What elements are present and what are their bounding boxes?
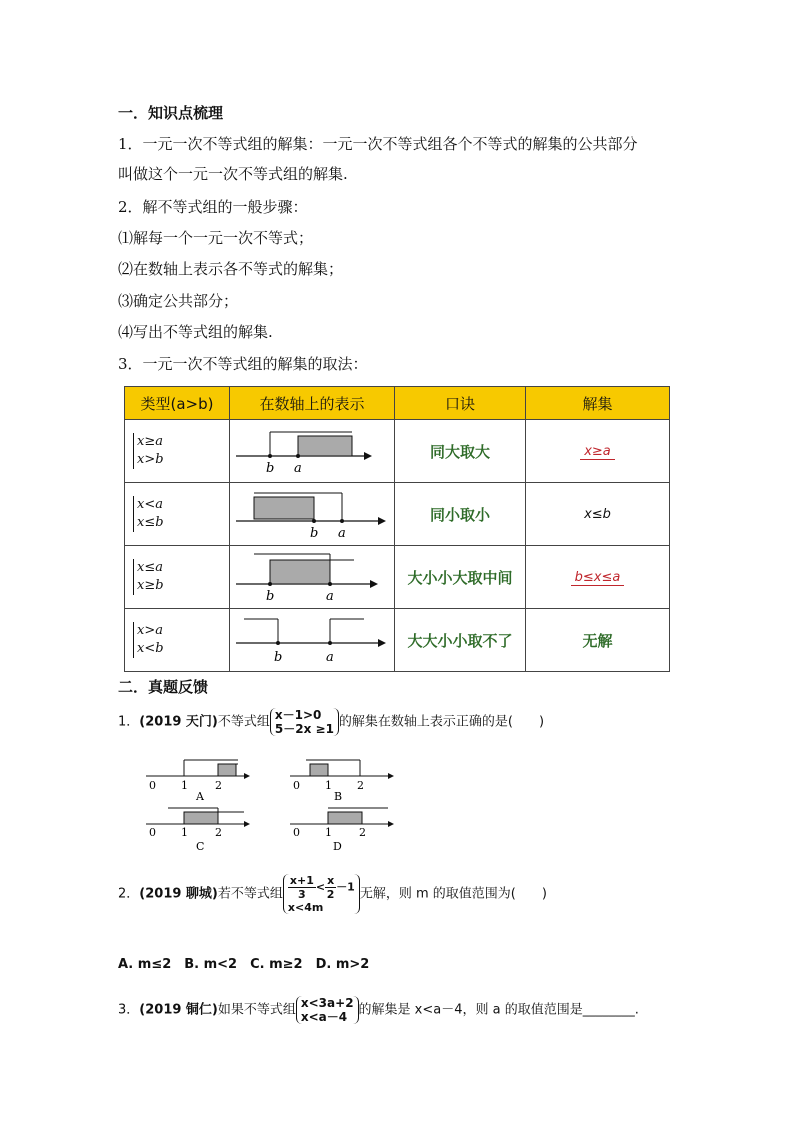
rule-text: 同小取小 xyxy=(395,483,526,546)
tick-1: 1 xyxy=(181,779,188,792)
inequality-2: x>b xyxy=(137,452,164,467)
tick-label-a: a xyxy=(326,589,334,604)
inequality-system xyxy=(283,874,360,914)
header-solution: 解集 xyxy=(526,387,670,420)
header-number-line: 在数轴上的表示 xyxy=(230,387,395,420)
step-3: ⑶确定公共部分； xyxy=(118,292,239,310)
fraction-numerator: x xyxy=(327,874,335,887)
paragraph-2: 2．解不等式组的一般步骤： xyxy=(118,198,308,216)
number-line-diagram xyxy=(230,546,394,604)
question-1 xyxy=(118,708,544,736)
tick-label-a: a xyxy=(294,461,302,476)
paragraph-1-line-1: 1．一元一次不等式组的解集：一元一次不等式组各个不等式的解集的公共部分 xyxy=(118,135,638,153)
tick-2: 2 xyxy=(359,826,366,839)
number-line-cell xyxy=(230,546,395,609)
question-source: (2019 铜仁) xyxy=(139,1002,218,1018)
inequality-1: x<a xyxy=(137,497,163,512)
option-d-number-line xyxy=(290,808,394,853)
inequality-2: 5－2x ≥1 xyxy=(274,722,334,736)
inequality-system xyxy=(296,996,359,1024)
option-label-b: B xyxy=(334,790,343,803)
q1-options-diagram xyxy=(140,756,400,856)
inequality-system xyxy=(270,708,339,736)
number-line-cell xyxy=(230,609,395,672)
question-2-choices: A. m≤2 B. m<2 C. m≥2 D. m>2 xyxy=(118,957,370,972)
option-a-number-line xyxy=(146,760,250,803)
solution-cell xyxy=(526,483,670,546)
fraction-numerator: x+1 xyxy=(289,874,314,887)
option-label-a: A xyxy=(196,790,204,803)
fraction-denominator: 2 xyxy=(326,888,335,901)
tick-label-a: a xyxy=(326,650,334,665)
tick-label-b: b xyxy=(310,526,319,541)
less-than-sign: < xyxy=(315,880,326,894)
table-row xyxy=(125,609,670,672)
inequality-2: x<4m xyxy=(287,901,324,914)
solution-text: x≤b xyxy=(584,506,611,522)
tick-2: 2 xyxy=(215,826,222,839)
paragraph-3: 3．一元一次不等式组的解集的取法： xyxy=(118,355,368,373)
inequality-system xyxy=(125,420,230,483)
inequality-1: x>a xyxy=(137,623,163,638)
number-line-cell xyxy=(230,420,395,483)
table-header-row xyxy=(125,387,670,420)
question-number: 1． xyxy=(118,714,140,730)
tick-0: 0 xyxy=(293,779,300,792)
tick-1: 1 xyxy=(181,826,188,839)
number-line-cell xyxy=(230,483,395,546)
step-2: ⑵在数轴上表示各不等式的解集； xyxy=(118,260,344,278)
table-row xyxy=(125,546,670,609)
tick-1: 1 xyxy=(325,779,332,792)
solution-text: x≥a xyxy=(580,444,615,460)
section1-title: 一．知识点梳理 xyxy=(118,104,224,122)
inequality-2: x≥b xyxy=(137,578,164,593)
step-1: ⑴解每一个一元一次不等式； xyxy=(118,229,314,247)
fraction-denominator: 3 xyxy=(298,888,306,901)
header-type: 类型(a>b) xyxy=(125,387,230,420)
rule-text: 大大小小取不了 xyxy=(395,609,526,672)
inequality-1: x<3a+2 xyxy=(300,996,354,1010)
inequality-2: x<a－4 xyxy=(300,1010,348,1024)
tick-0: 0 xyxy=(149,779,156,792)
tick-2: 2 xyxy=(215,779,222,792)
tick-label-b: b xyxy=(266,461,275,476)
question-text: 不等式组 xyxy=(217,714,270,730)
tick-0: 0 xyxy=(149,826,156,839)
fraction xyxy=(325,874,336,901)
question-source: (2019 天门) xyxy=(139,714,218,730)
minus-one: －1 xyxy=(336,880,355,894)
inequality-system xyxy=(125,546,230,609)
inequality-system xyxy=(125,609,230,672)
question-text: 如果不等式组 xyxy=(217,1002,296,1018)
number-line-diagram xyxy=(230,609,394,667)
table-row xyxy=(125,483,670,546)
question-2 xyxy=(118,874,547,914)
tick-label-a: a xyxy=(338,526,346,541)
number-line-diagram xyxy=(230,483,394,541)
solution-text: 无解 xyxy=(582,631,613,650)
table-row xyxy=(125,420,670,483)
rule-text: 大小小大取中间 xyxy=(395,546,526,609)
option-c-number-line xyxy=(146,808,250,853)
tick-2: 2 xyxy=(357,779,364,792)
question-text: 无解，则 m 的取值范围为( ) xyxy=(359,886,547,902)
question-text: 若不等式组 xyxy=(217,886,283,902)
question-text: 的解集是 x<a－4，则 a 的取值范围是________. xyxy=(358,1002,639,1018)
solution-text: b≤x≤a xyxy=(571,570,625,586)
paragraph-1-line-2: 叫做这个一元一次不等式组的解集. xyxy=(118,165,348,183)
tick-label-b: b xyxy=(266,589,275,604)
solution-cell xyxy=(526,609,670,672)
inequality-1: x≥a xyxy=(137,434,163,449)
fraction xyxy=(288,874,316,901)
inequality-2: x<b xyxy=(137,641,164,656)
option-label-c: C xyxy=(196,840,205,853)
number-line-diagram xyxy=(230,420,394,478)
option-b-number-line xyxy=(290,760,394,803)
inequality-2: x≤b xyxy=(137,515,164,530)
question-number: 3． xyxy=(118,1002,140,1018)
solution-rules-table xyxy=(124,386,670,672)
header-rule: 口诀 xyxy=(395,387,526,420)
tick-1: 1 xyxy=(325,826,332,839)
option-label-d: D xyxy=(333,840,342,853)
rule-text: 同大取大 xyxy=(395,420,526,483)
question-source: (2019 聊城) xyxy=(139,886,218,902)
inequality-1: x－1>0 xyxy=(274,708,322,722)
tick-0: 0 xyxy=(293,826,300,839)
inequality-system xyxy=(125,483,230,546)
inequality-1: x≤a xyxy=(137,560,163,575)
tick-label-b: b xyxy=(274,650,283,665)
solution-cell xyxy=(526,420,670,483)
question-number: 2． xyxy=(118,886,140,902)
question-text: 的解集在数轴上表示正确的是( ) xyxy=(338,714,545,730)
step-4: ⑷写出不等式组的解集. xyxy=(118,323,273,341)
question-3 xyxy=(118,996,639,1024)
section2-title: 二．真题反馈 xyxy=(118,678,209,696)
solution-cell xyxy=(526,546,670,609)
